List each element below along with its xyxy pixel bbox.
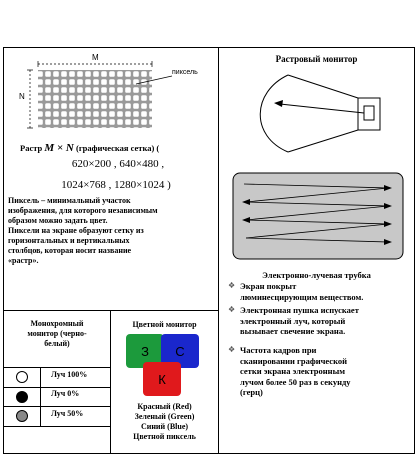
mono-title-line: монитор (черно- <box>27 329 87 338</box>
raster-monitor-title: Растровый монитор <box>275 54 358 64</box>
raster-resolutions-1: 620×200 , 640×480 , <box>71 158 165 170</box>
mono-label-50: Луч 50% <box>51 409 84 418</box>
mono-row-line-4 <box>3 426 110 427</box>
pixel-definition-line: Пиксели на экране образуют сетку из <box>8 226 144 235</box>
frame-left <box>3 47 4 454</box>
red-subpixel: К <box>143 362 181 396</box>
pixel-definition-line: горизонтальных и вертикальных <box>8 236 130 245</box>
color-name-red: Красный (Red) <box>137 402 192 411</box>
mono-row-line-1 <box>3 367 110 368</box>
raster-caption <box>20 142 216 154</box>
color-name-blue: Синий (Blue) <box>140 422 189 431</box>
raster-caption-prefix: Растр <box>20 143 43 153</box>
pixel-definition <box>8 196 216 266</box>
crt-item-line: люминесцирующим веществом. <box>240 291 364 302</box>
mono-swatch-gray <box>16 410 28 422</box>
pixel-definition-line: столбцов, которая носит название <box>8 246 132 255</box>
mono-title-line: белый) <box>44 339 70 348</box>
crt-item-1 <box>240 281 412 302</box>
mono-swatch-black <box>16 391 28 403</box>
pixel-definition-line: изображения, для которого независимым <box>8 206 158 215</box>
mono-row-line-3 <box>3 406 110 407</box>
mono-row-line-2 <box>3 387 110 388</box>
bullet-icon: ❖ <box>228 345 236 354</box>
grid-m-label: M <box>92 53 99 62</box>
crt-item-line: сетки экрана электронным <box>240 366 346 376</box>
mono-monitor-title <box>4 319 110 349</box>
crt-item-line: сканировании графической <box>240 355 348 366</box>
crt-item-3 <box>240 345 412 398</box>
bullet-icon: ❖ <box>228 281 236 290</box>
pixel-definition-line: «растр». <box>8 256 39 265</box>
frame-bottom <box>3 453 415 454</box>
crt-item-line: вызывает свечение экрана. <box>240 326 346 336</box>
crt-item-line: Экран покрыт <box>240 281 297 291</box>
raster-scan-screen <box>232 172 404 260</box>
color-monitor-title: Цветной монитор <box>132 320 197 329</box>
blue-subpixel: С <box>161 334 199 368</box>
crt-item-line: Электронная пушка испускает <box>240 305 359 315</box>
green-subpixel: З <box>126 334 164 368</box>
mono-label-100: Луч 100% <box>51 370 88 379</box>
crt-item-line: лучом более 50 раз в секунду <box>240 376 351 387</box>
pixel-definition-line: образом можно задать цвет. <box>8 216 108 225</box>
mono-title-line: Монохромный <box>30 319 84 328</box>
frame-right <box>414 47 415 454</box>
crt-tube-diagram <box>240 70 400 160</box>
grid-pixel-label: пиксель <box>172 69 198 76</box>
crt-item-2 <box>240 305 412 337</box>
raster-caption-formula: M × N <box>44 142 74 154</box>
crt-item-line: (герц) <box>240 387 263 397</box>
raster-resolutions-2: 1024×768 , 1280×1024 ) <box>61 179 171 191</box>
crt-item-line: Частота кадров при <box>240 345 317 355</box>
mono-col-divider <box>40 367 41 426</box>
raster-caption-suffix: (графическая сетка) ( <box>75 143 160 153</box>
bullet-icon: ❖ <box>228 305 236 314</box>
mono-label-0: Луч 0% <box>51 389 80 398</box>
crt-heading: Электронно-лучевая трубка <box>262 270 371 280</box>
color-names <box>111 402 218 442</box>
crt-item-line: электронный луч, который <box>240 315 346 326</box>
pixel-grid-figure <box>20 54 220 136</box>
grid-n-label: N <box>19 92 25 101</box>
mono-swatch-white <box>16 371 28 383</box>
frame-top <box>3 47 415 48</box>
pixel-definition-line: Пиксель – минимальный участок <box>8 196 131 205</box>
color-pixel-footer: Цветной пиксель <box>133 432 196 441</box>
color-name-green: Зеленый (Green) <box>134 412 195 421</box>
